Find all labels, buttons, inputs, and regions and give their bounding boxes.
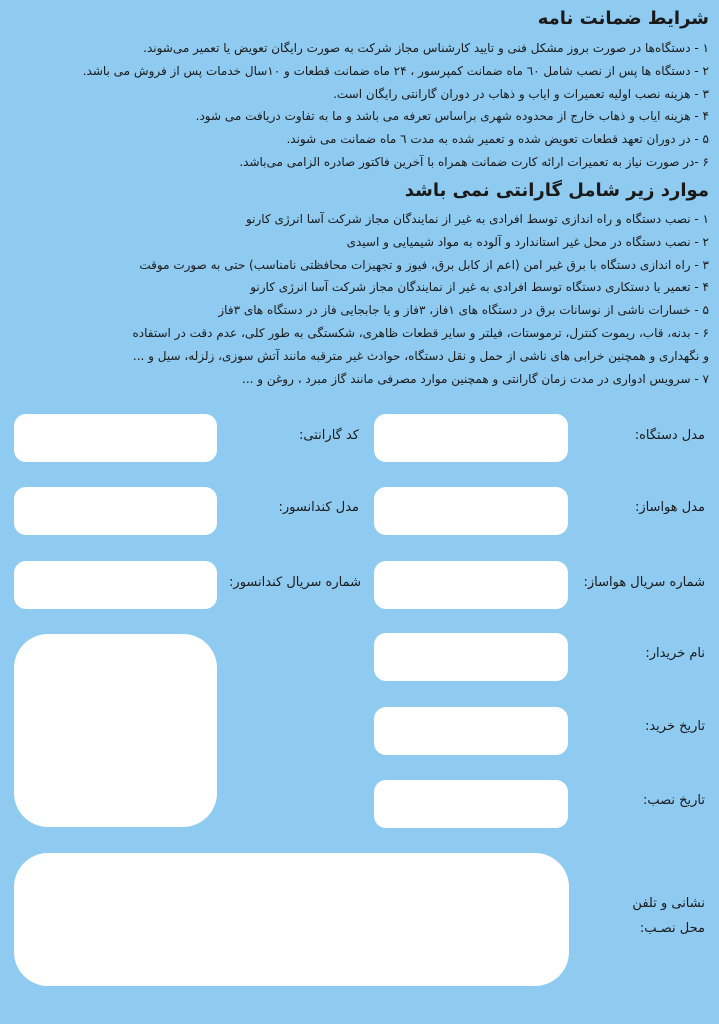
address-label: نشانی و تلفن: [632, 896, 705, 911]
warranty-code-field[interactable]: [14, 414, 217, 462]
list-item: ۶ -در صورت نیاز به تعمیرات ارائه کارت ضمانت همراه با آخرین فاکتور صادره الزامی می‌باشد.: [239, 154, 709, 169]
indoor-model-label: مدل هواساز:: [634, 500, 705, 515]
device-model-field[interactable]: [374, 414, 568, 462]
list-item: ۵ - در دوران تعهد قطعات تعویض شده و تعمیر شده به مدت ٦ ماه ضمانت می شوند.: [286, 132, 709, 147]
list-item: ۱ - دستگاه‌ها در صورت بروز مشکل فنی و تایید کارشناس مجاز شرکت به صورت رایگان تعویض یا تعمیر می‌شوند.: [143, 41, 709, 55]
list-item: ۳ - راه اندازی دستگاه با برق غیر امن (اعم از کابل برق، فیوز و تجهیزات محافظتی نامناسب) حتی به صورت موقت: [139, 257, 709, 272]
list-item: و نگهداری و همچنین خرابی های ناشی از حمل و نقل دستگاه، حوادث غیر مترقبه مانند آتش سوزی، زلزله، سیل و ...: [132, 348, 709, 363]
list-item: ۷ - سرویس ادواری در مدت زمان گارانتی و همچنین موارد مصرفی مانند گاز مبرد ، روغن و ...: [242, 371, 709, 386]
list-item: ۴ - تعمیر یا دستکاری دستگاه توسط افرادی به غیر از نمایندگان مجاز شرکت آسا انرژی کارنو: [250, 280, 709, 295]
condenser-model-label: مدل کندانسور:: [278, 500, 359, 515]
exclusions-title: موارد زیر شامل گارانتی نمی باشد: [404, 180, 709, 201]
condenser-model-field[interactable]: [14, 487, 217, 535]
device-model-label: مدل دستگاه:: [634, 428, 705, 443]
exclusions-list: [2, 208, 709, 390]
purchase-date-label: تاریخ خرید:: [644, 719, 705, 734]
install-date-field[interactable]: [374, 780, 568, 828]
list-item: ۳ - هزینه نصب اولیه تعمیرات و ایاب و ذهاب در دوران گارانتی رایگان است.: [333, 86, 709, 101]
indoor-model-field[interactable]: [374, 487, 568, 535]
list-item: ۶ - بدنه، قاب، ریموت کنترل، ترموستات، فیلتر و سایر قطعات ظاهری، شکستگی به طور کلی، عدم دقت در استفاده: [132, 325, 709, 340]
warranty-terms-title: شرایط ضمانت نامه: [537, 8, 709, 29]
list-item: ۲ - دستگاه ها پس از نصب شامل ٦٠ ماه ضمانت کمپرسور ، ۲۴ ماه ضمانت قطعات و ۱٠سال خدمات پس از فروش می باشد.: [82, 63, 709, 78]
purchase-date-field[interactable]: [374, 707, 568, 755]
stamp-box[interactable]: [14, 634, 217, 827]
install-location-label: محل نصـب:: [639, 921, 705, 936]
indoor-serial-label: شماره سریال هواساز:: [583, 575, 705, 590]
condenser-serial-field[interactable]: [14, 561, 217, 609]
list-item: ۱ - نصب دستگاه و راه اندازی توسط افرادی به غیر از نمایندگان مجاز شرکت آسا انرژی کارنو: [245, 212, 709, 226]
condenser-serial-label: شماره سریال کندانسور:: [229, 575, 361, 590]
list-item: ۴ - هزینه ایاب و ذهاب خارج از محدوده شهری براساس تعرفه می باشد و ما به تفاوت دریافت می شود.: [195, 109, 709, 124]
warranty-code-label: کد گارانتی:: [299, 428, 359, 443]
warranty-terms-list: [2, 37, 709, 174]
list-item: ۲ - نصب دستگاه در محل غیر استاندارد و آلوده به مواد شیمیایی و اسیدی: [346, 234, 709, 249]
list-item: ۵ - خسارات ناشی از نوسانات برق در دستگاه های ۱فاز، ۳فاز و یا جابجایی فاز در دستگاه های ۳فاز: [218, 303, 709, 318]
indoor-serial-field[interactable]: [374, 561, 568, 609]
install-date-label: تاریخ نصب:: [642, 793, 705, 808]
buyer-name-label: نام خریدار:: [645, 646, 705, 661]
address-field[interactable]: [14, 853, 569, 986]
buyer-name-field[interactable]: [374, 633, 568, 681]
